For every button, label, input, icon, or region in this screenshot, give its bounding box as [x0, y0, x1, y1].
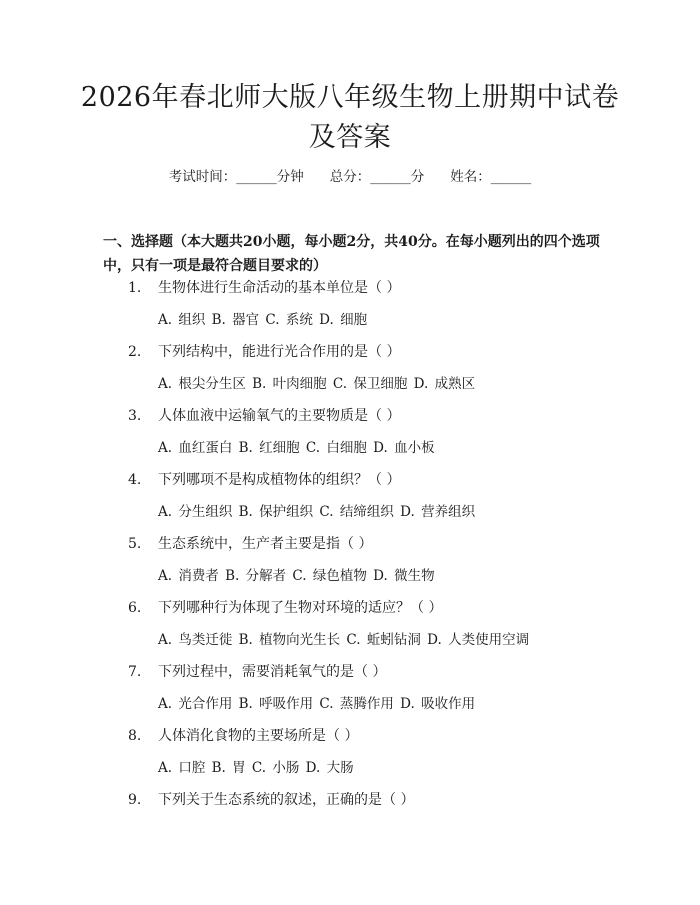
question-9 — [0, 790, 700, 822]
question-6 — [0, 598, 700, 630]
question-stem: 人体血液中运输氧气的主要物质是（ ） — [158, 408, 401, 424]
question-2-options — [0, 374, 700, 406]
name-field: 姓名：______ — [450, 169, 532, 185]
question-number: 5. — [128, 536, 142, 552]
question-stem: 下列哪项不是构成植物体的组织？（ ） — [158, 472, 401, 488]
question-4 — [0, 470, 700, 502]
question-number: 6. — [128, 600, 142, 616]
question-3 — [0, 406, 700, 438]
options-text: A. 根尖分生区 B. 叶肉细胞 C. 保卫细胞 D. 成熟区 — [158, 376, 476, 392]
question-1 — [0, 278, 700, 310]
options-text: A. 光合作用 B. 呼吸作用 C. 蒸腾作用 D. 吸收作用 — [158, 696, 476, 712]
question-stem: 下列过程中，需要消耗氧气的是（ ） — [158, 664, 387, 680]
question-stem: 生态系统中，生产者主要是指（ ） — [158, 536, 373, 552]
question-number: 3. — [128, 408, 142, 424]
question-list — [0, 278, 700, 822]
question-number: 1. — [128, 280, 142, 296]
question-8-options — [0, 758, 700, 790]
exam-time-field: 考试时间：______分钟 — [168, 169, 304, 185]
question-7 — [0, 662, 700, 694]
exam-info-line — [0, 167, 700, 187]
question-5-options — [0, 566, 700, 598]
options-text: A. 血红蛋白 B. 红细胞 C. 白细胞 D. 血小板 — [158, 440, 435, 456]
question-2 — [0, 342, 700, 374]
total-score-field: 总分：______分 — [329, 169, 425, 185]
question-4-options — [0, 502, 700, 534]
question-8 — [0, 726, 700, 758]
question-7-options — [0, 694, 700, 726]
question-number: 2. — [128, 344, 142, 360]
question-1-options — [0, 310, 700, 342]
question-stem: 下列结构中，能进行光合作用的是（ ） — [158, 344, 401, 360]
question-3-options — [0, 438, 700, 470]
options-text: A. 消费者 B. 分解者 C. 绿色植物 D. 微生物 — [158, 568, 435, 584]
question-number: 7. — [128, 664, 142, 680]
options-text: A. 鸟类迁徙 B. 植物向光生长 C. 蚯蚓钻洞 D. 人类使用空调 — [158, 632, 530, 648]
question-stem: 下列关于生态系统的叙述，正确的是（ ） — [158, 792, 415, 808]
question-number: 4. — [128, 472, 142, 488]
question-6-options — [0, 630, 700, 662]
question-stem: 下列哪种行为体现了生物对环境的适应？（ ） — [158, 600, 443, 616]
question-number: 9. — [128, 792, 142, 808]
question-stem: 生物体进行生命活动的基本单位是（ ） — [158, 280, 401, 296]
section-heading-choice: 一、选择题（本大题共20小题，每小题2分，共40分。在每小题列出的四个选项中，只有一项是最符合题目要求的） — [103, 234, 600, 274]
question-number: 8. — [128, 728, 142, 744]
options-text: A. 分生组织 B. 保护组织 C. 结缔组织 D. 营养组织 — [158, 504, 476, 520]
options-text: A. 口腔 B. 胃 C. 小肠 D. 大肠 — [158, 760, 354, 776]
question-stem: 人体消化食物的主要场所是（ ） — [158, 728, 359, 744]
document-title: 2026年春北师大版八年级生物上册期中试卷及答案 — [80, 82, 620, 153]
question-5 — [0, 534, 700, 566]
options-text: A. 组织 B. 器官 C. 系统 D. 细胞 — [158, 312, 368, 328]
